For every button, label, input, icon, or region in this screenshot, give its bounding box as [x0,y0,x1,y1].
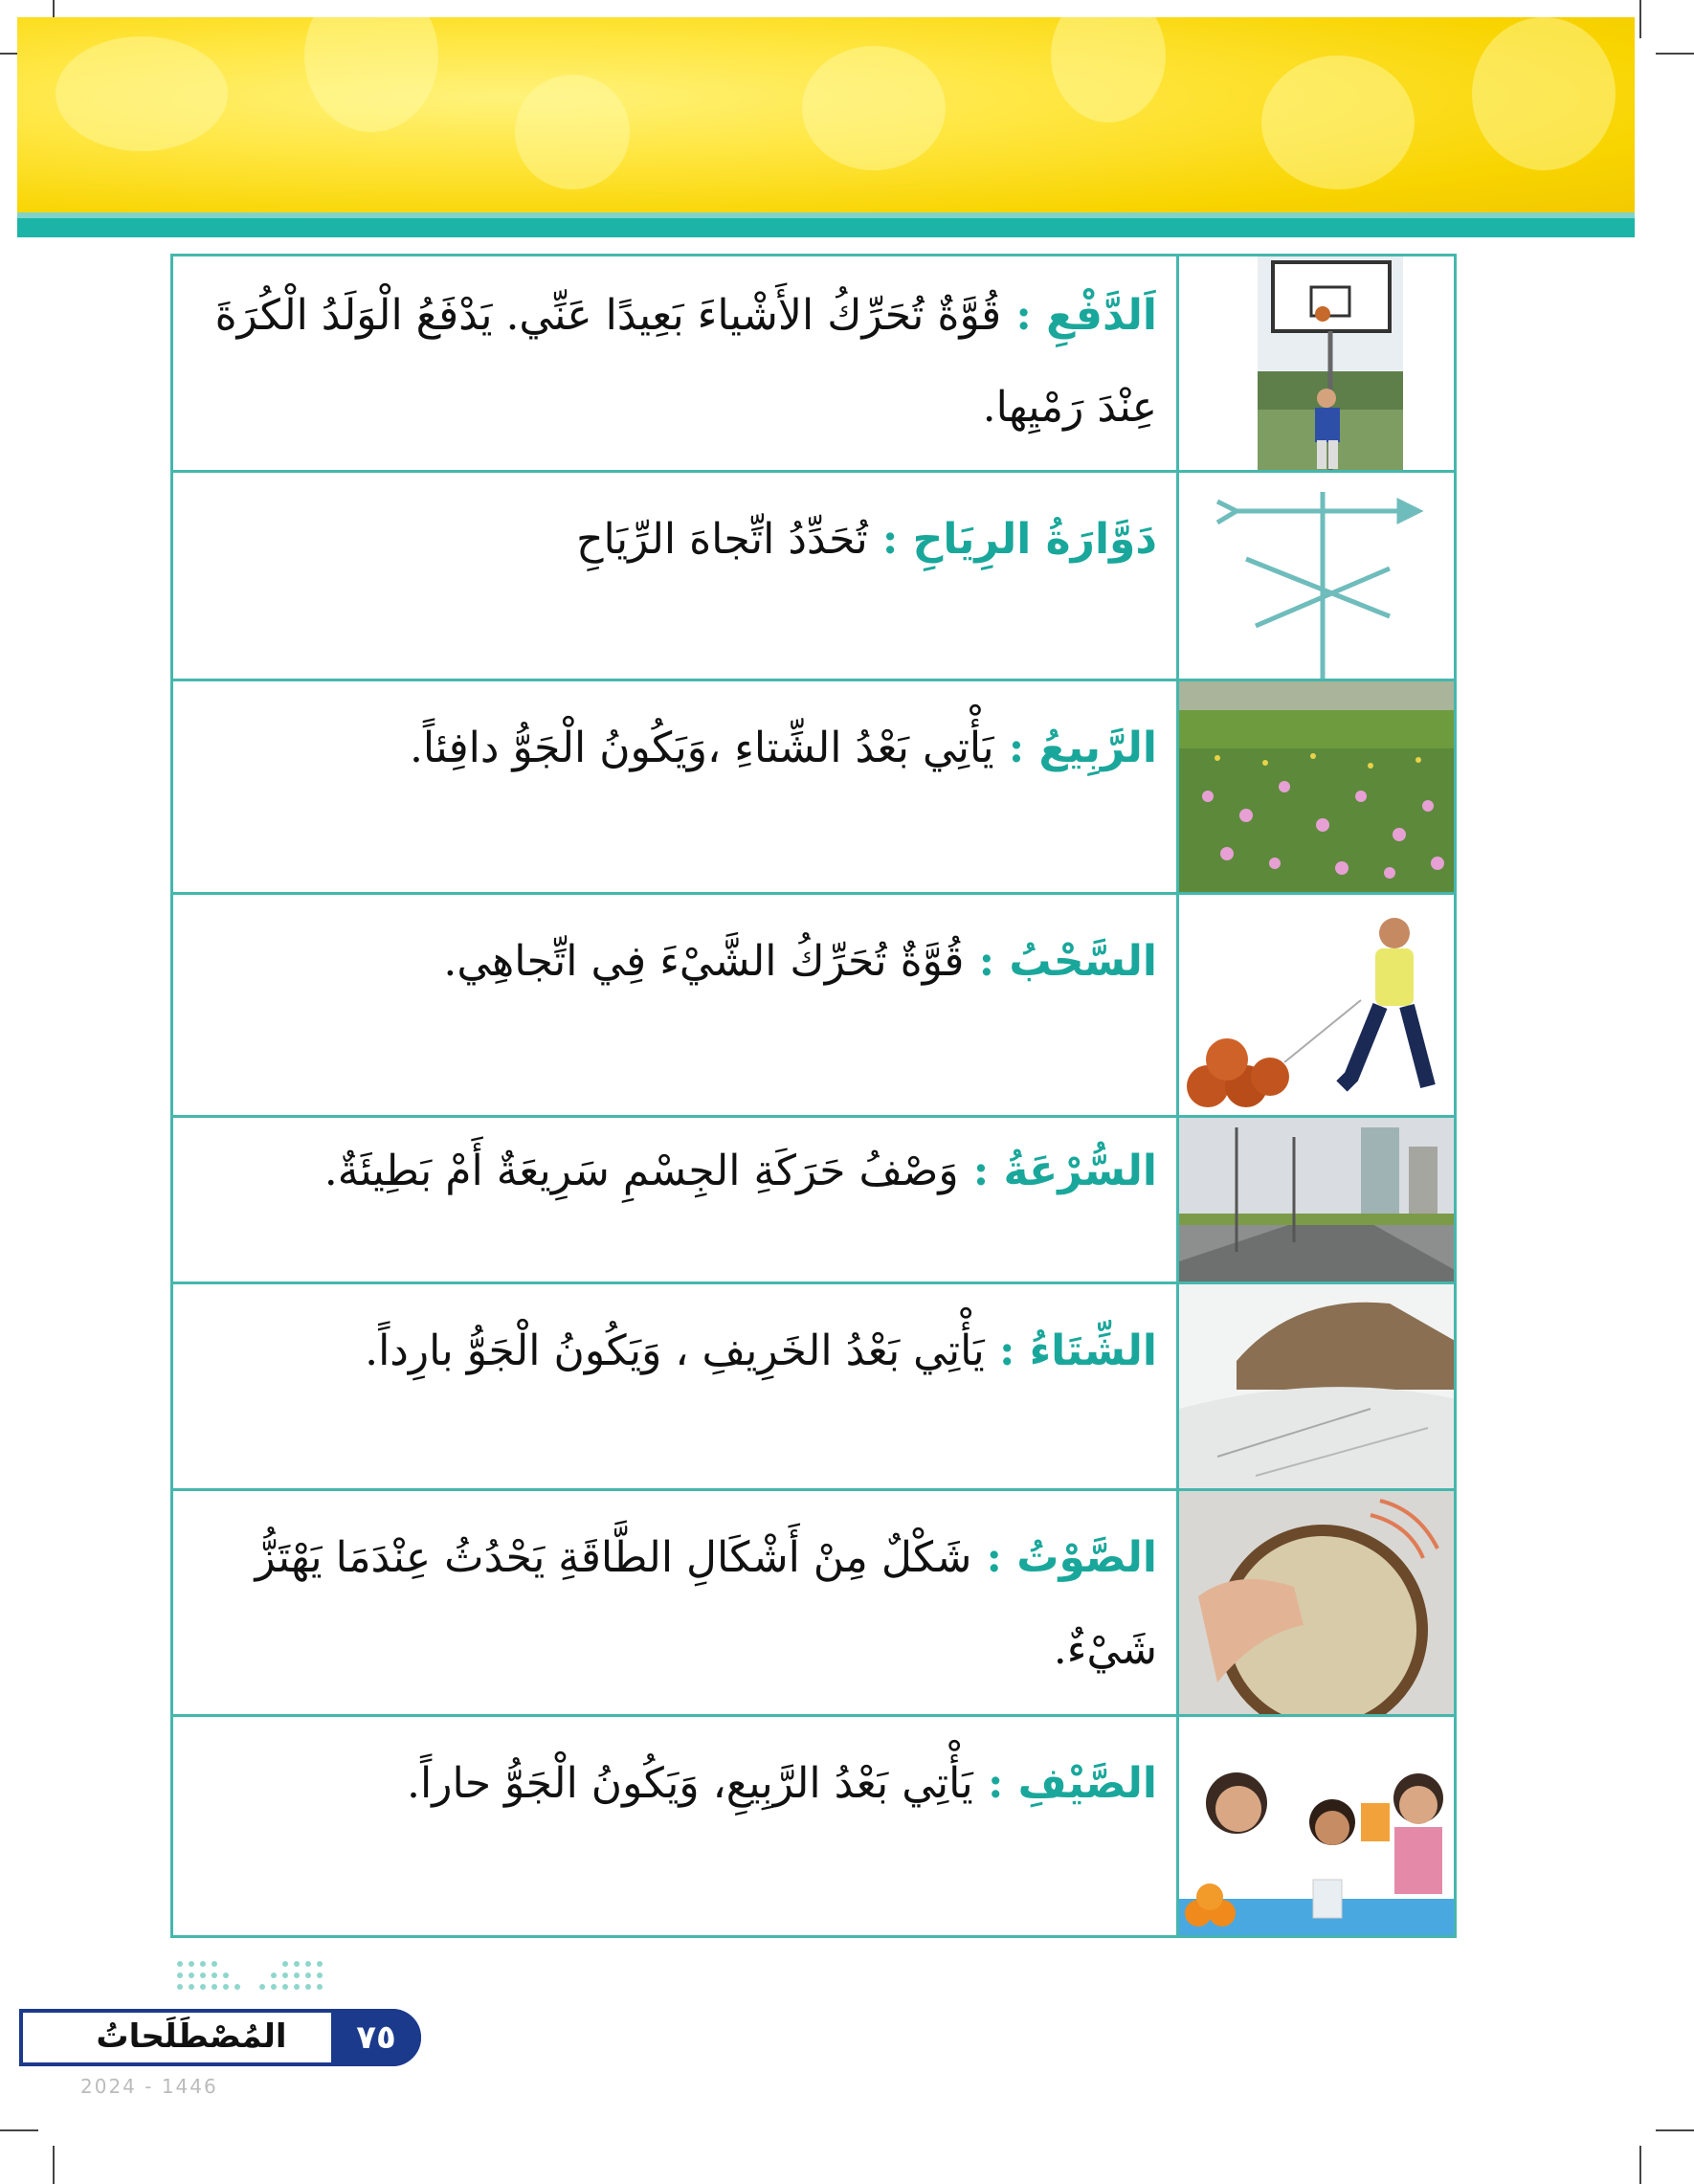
glossary-term: الصَّيْفِ [1017,1759,1157,1808]
glossary-definition: يَأْتِي بَعْدُ الشِّتاءِ ،وَيَكُونُ الْجَوُّ دافِئاً. [409,724,994,772]
page-number: ٧٥ [331,2009,421,2066]
weather-vane-image [1176,473,1454,679]
highway-traffic-image [1176,1118,1454,1281]
glossary-term: الشِّتَاءُ [1029,1326,1157,1375]
glossary-entry: الصَّيْفِ : يَأْتِي بَعْدُ الرَّبِيعِ، وَيَكُونُ الْجَوُّ حاراً. [406,1759,1157,1808]
glossary-definition: قُوَّةٌ تُحَرِّكُ الشَّيْءَ فِي اتِّجاهِي. [443,937,965,986]
glossary-term: الصَّوْتُ [1016,1533,1157,1582]
crop-mark [0,2129,38,2131]
glossary-row [173,895,1454,1118]
glossary-term: اَلدَّفْعِ [1046,291,1157,340]
children-juice-image [1176,1717,1454,1935]
snowy-hills-image [1176,1284,1454,1488]
glossary-entry: الشِّتَاءُ : يَأْتِي بَعْدُ الخَرِيفِ ، وَيَكُونُ الْجَوُّ بارِداً. [365,1326,1157,1375]
glossary-entry: الرَّبِيعُ : يَأْتِي بَعْدُ الشِّتاءِ ،وَيَكُونُ الْجَوُّ دافِئاً. [409,724,1157,772]
boy-pulling-balls-image [1176,895,1454,1115]
glossary-entry: الصَّوْتُ : شَكْلٌ مِنْ أَشْكَالِ الطَّاقَةِ يَحْدُثُ عِنْدَمَا يَهْتَزُّ شَيْءٌ. [255,1533,1157,1674]
glossary-row [173,1717,1454,1938]
edition-year: 2024 - 1446 [80,2075,218,2098]
crop-mark [1639,2146,1641,2184]
glossary-term: دَوَّارَةُ الرِيَاحِ [912,515,1157,564]
glossary-row [173,256,1454,473]
glossary-entry: اَلدَّفْعِ : قُوَّةٌ تُحَرِّكُ الأَشْياءَ بَعِيدًا عَنِّي. يَدْفَعُ الْوَلَدُ الْكُرَةَ عِنْدَ رَمْيِها. [214,291,1157,432]
glossary-row [173,1118,1454,1284]
glossary-definition: قُوَّةٌ تُحَرِّكُ الأَشْياءَ بَعِيدًا عَنِّي. يَدْفَعُ الْوَلَدُ الْكُرَةَ عِنْدَ رَمْيِها. [214,291,1157,432]
spring-flowers-image [1176,681,1454,892]
crop-mark [1656,53,1694,55]
section-title: المُصْطَلَحاتُ [96,2017,287,2056]
glossary-table [170,254,1457,1938]
glossary-row [173,1284,1454,1491]
glossary-term: الرَّبِيعُ [1038,724,1157,772]
glossary-entry: السَّحْبُ : قُوَّةٌ تُحَرِّكُ الشَّيْءَ فِي اتِّجاهِي. [443,937,1157,986]
ministry-logo-dots [170,1954,343,2002]
glossary-definition: يَأْتِي بَعْدُ الخَرِيفِ ، وَيَكُونُ الْجَوُّ بارِداً. [365,1326,985,1375]
glossary-row [173,473,1454,681]
glossary-entry: دَوَّارَةُ الرِيَاحِ : تُحَدِّدُ اتِّجاهَ الرِّيَاحِ [576,515,1157,564]
glossary-definition: وَصْفُ حَرَكَةِ الجِسْمِ سَرِيعَةٌ أَمْ بَطِيئَةٌ. [323,1147,959,1195]
glossary-entry: السُّرْعَةُ : وَصْفُ حَرَكَةِ الجِسْمِ سَرِيعَةٌ أَمْ بَطِيئَةٌ. [323,1147,1157,1195]
glossary-row [173,681,1454,895]
hand-drum-image [1176,1491,1454,1714]
basketball-push-image [1176,256,1454,470]
glossary-term: السُّرْعَةُ [1003,1147,1157,1195]
header-banner [17,17,1635,218]
glossary-definition: يَأْتِي بَعْدُ الرَّبِيعِ، وَيَكُونُ الْجَوُّ حاراً. [406,1759,973,1808]
glossary-term: السَّحْبُ [1009,937,1157,986]
crop-mark [1639,0,1641,38]
glossary-definition: شَكْلٌ مِنْ أَشْكَالِ الطَّاقَةِ يَحْدُثُ عِنْدَمَا يَهْتَزُّ شَيْءٌ. [255,1533,1157,1674]
glossary-row [173,1491,1454,1717]
crop-mark [1656,2129,1694,2131]
crop-mark [53,2146,55,2184]
glossary-definition: تُحَدِّدُ اتِّجاهَ الرِّيَاحِ [576,515,868,564]
banner-stripe [17,218,1635,237]
